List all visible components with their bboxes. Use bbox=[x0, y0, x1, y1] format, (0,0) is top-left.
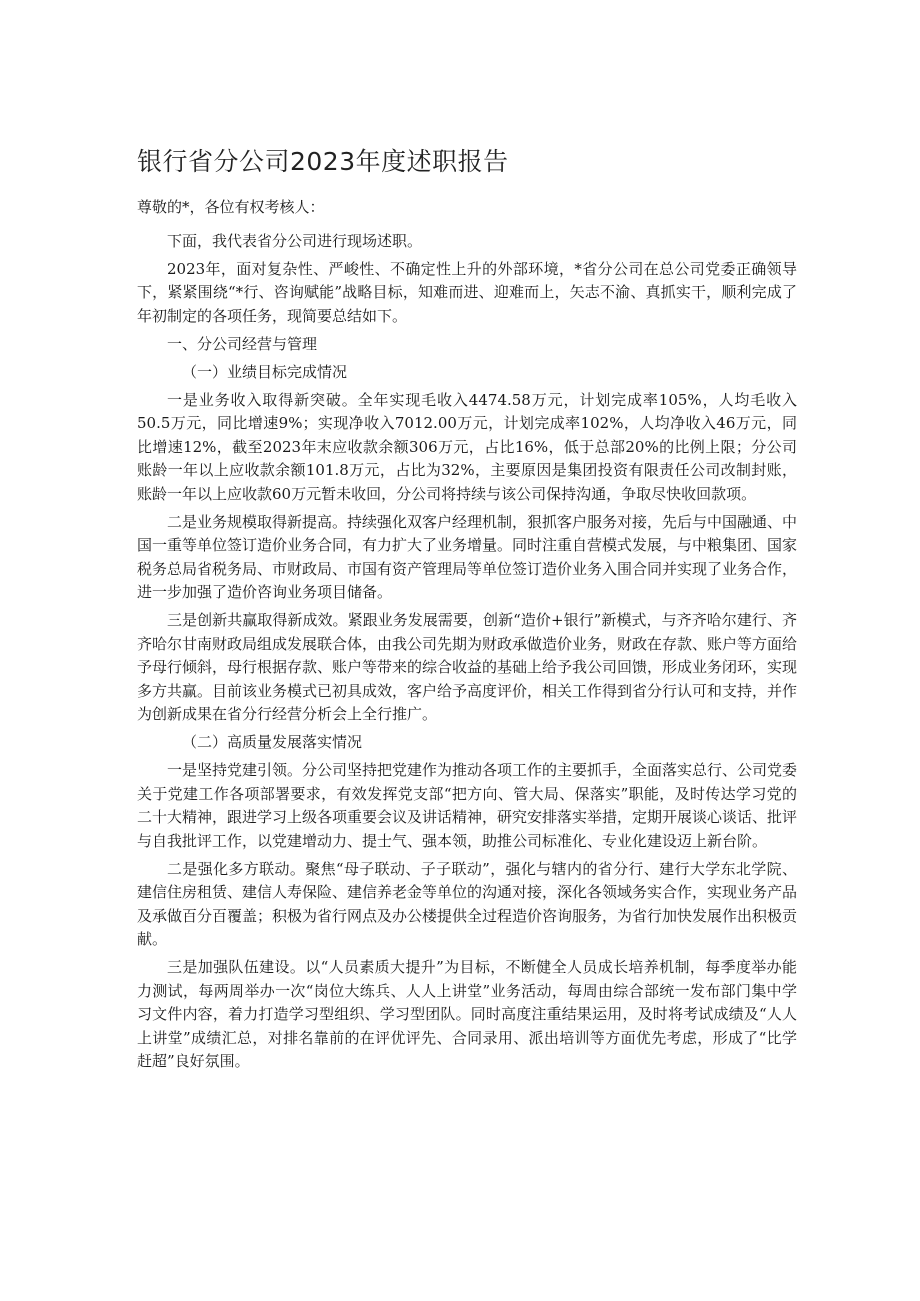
body-paragraph: 一是业务收入取得新突破。全年实现毛收入4474.58万元，计划完成率105%，人均毛收入50.5万元，同比增速9%；实现净收入7012.00万元，计划完成率102%，人均净收入46万元，同比增速12%，截至2023年末应收款余额306万元，占比16%，低于总部20%的比例上限；分公司账龄一年以上应收款余额101.8万元，占比为32%，主要原因是集团投资有限责任公司改制封账，账龄一年以上应收款60万元暂未收回，分公司将持续与该公司保持沟通，争取尽快收回款项。 bbox=[137, 390, 797, 503]
body-paragraph: 二是强化多方联动。聚焦“母子联动、子子联动”，强化与辖内的省分行、建行大学东北学院、建信住房租赁、建信人寿保险、建信养老金等单位的沟通对接，深化各领域务实合作，实现业务产品及承做百分百覆盖；积极为省行网点及办公楼提供全过程造价咨询服务，为省行加快发展作出积极贡献。 bbox=[137, 859, 798, 948]
body-paragraph: 三是创新共赢取得新成效。紧跟业务发展需要，创新“造价+银行”新模式，与齐齐哈尔建行、齐齐哈尔甘南财政局组成发展联合体，由我公司先期为财政承做造价业务，财政在存款、账户等方面给予母行倾斜，母行根据存款、账户等带来的综合收益的基础上给予我公司回馈，形成业务闭环，实现多方共赢。目前该业务模式已初具成效，客户给予高度评价，相关工作得到省分行认可和支持，并作为创新成果在省分行经营分析会上全行推广。 bbox=[137, 611, 798, 723]
document-title: 银行省分公司2023年度述职报告 bbox=[137, 147, 509, 176]
document-body bbox=[137, 196, 797, 1078]
section-heading: 一、分公司经营与管理 bbox=[167, 334, 318, 353]
body-paragraph: 一是坚持党建引领。分公司坚持把党建作为推动各项工作的主要抓手，全面落实总行、公司党委关于党建工作各项部署要求，有效发挥党支部“把方向、管大局、保落实”职能，及时传达学习党的二十大精神，跟进学习上级各项重要会议及讲话精神，研究安排落实举措，定期开展谈心谈话、批评与自我批评工作，以党建增动力、提士气、强本领，助推公司标准化、专业化建设迈上新台阶。 bbox=[137, 761, 798, 850]
salutation: 尊敬的*，各位有权考核人： bbox=[137, 198, 325, 216]
overview-paragraph: 2023年，面对复杂性、严峻性、不确定性上升的外部环境，*省分公司在总公司党委正确领导下，紧紧围绕“*行、咨询赋能”战略目标，知难而进、迎难而上，矢志不渝、真抓实干，顺利完成了年初制定的各项任务，现简要总结如下。 bbox=[137, 259, 797, 325]
subsection-heading: （一）业绩目标完成情况 bbox=[182, 362, 348, 381]
intro-paragraph: 下面，我代表省分公司进行现场述职。 bbox=[167, 231, 423, 250]
body-paragraph: 二是业务规模取得新提高。持续强化双客户经理机制，狠抓客户服务对接，先后与中国融通、中国一重等单位签订造价业务合同，有力扩大了业务增量。同时注重自营模式发展，与中粮集团、国家税务总局省税务局、市财政局、市国有资产管理局等单位签订造价业务入围合同并实现了业务合作，进一步加强了造价咨询业务项目储备。 bbox=[137, 512, 798, 601]
subsection-heading: （二）高质量发展落实情况 bbox=[182, 733, 363, 751]
body-paragraph: 三是加强队伍建设。以“人员素质大提升”为目标，不断健全人员成长培养机制，每季度举办能力测试，每两周举办一次“岗位大练兵、人人上讲堂”业务活动，每周由综合部统一发布部门集中学习文件内容，着力打造学习型组织、学习型团队。同时高度注重结果运用，及时将考试成绩及“人人上讲堂”成绩汇总，对排名靠前的在评优评先、合同录用、派出培训等方面优先考虑，形成了“比学赶超”良好氛围。 bbox=[137, 958, 797, 1070]
